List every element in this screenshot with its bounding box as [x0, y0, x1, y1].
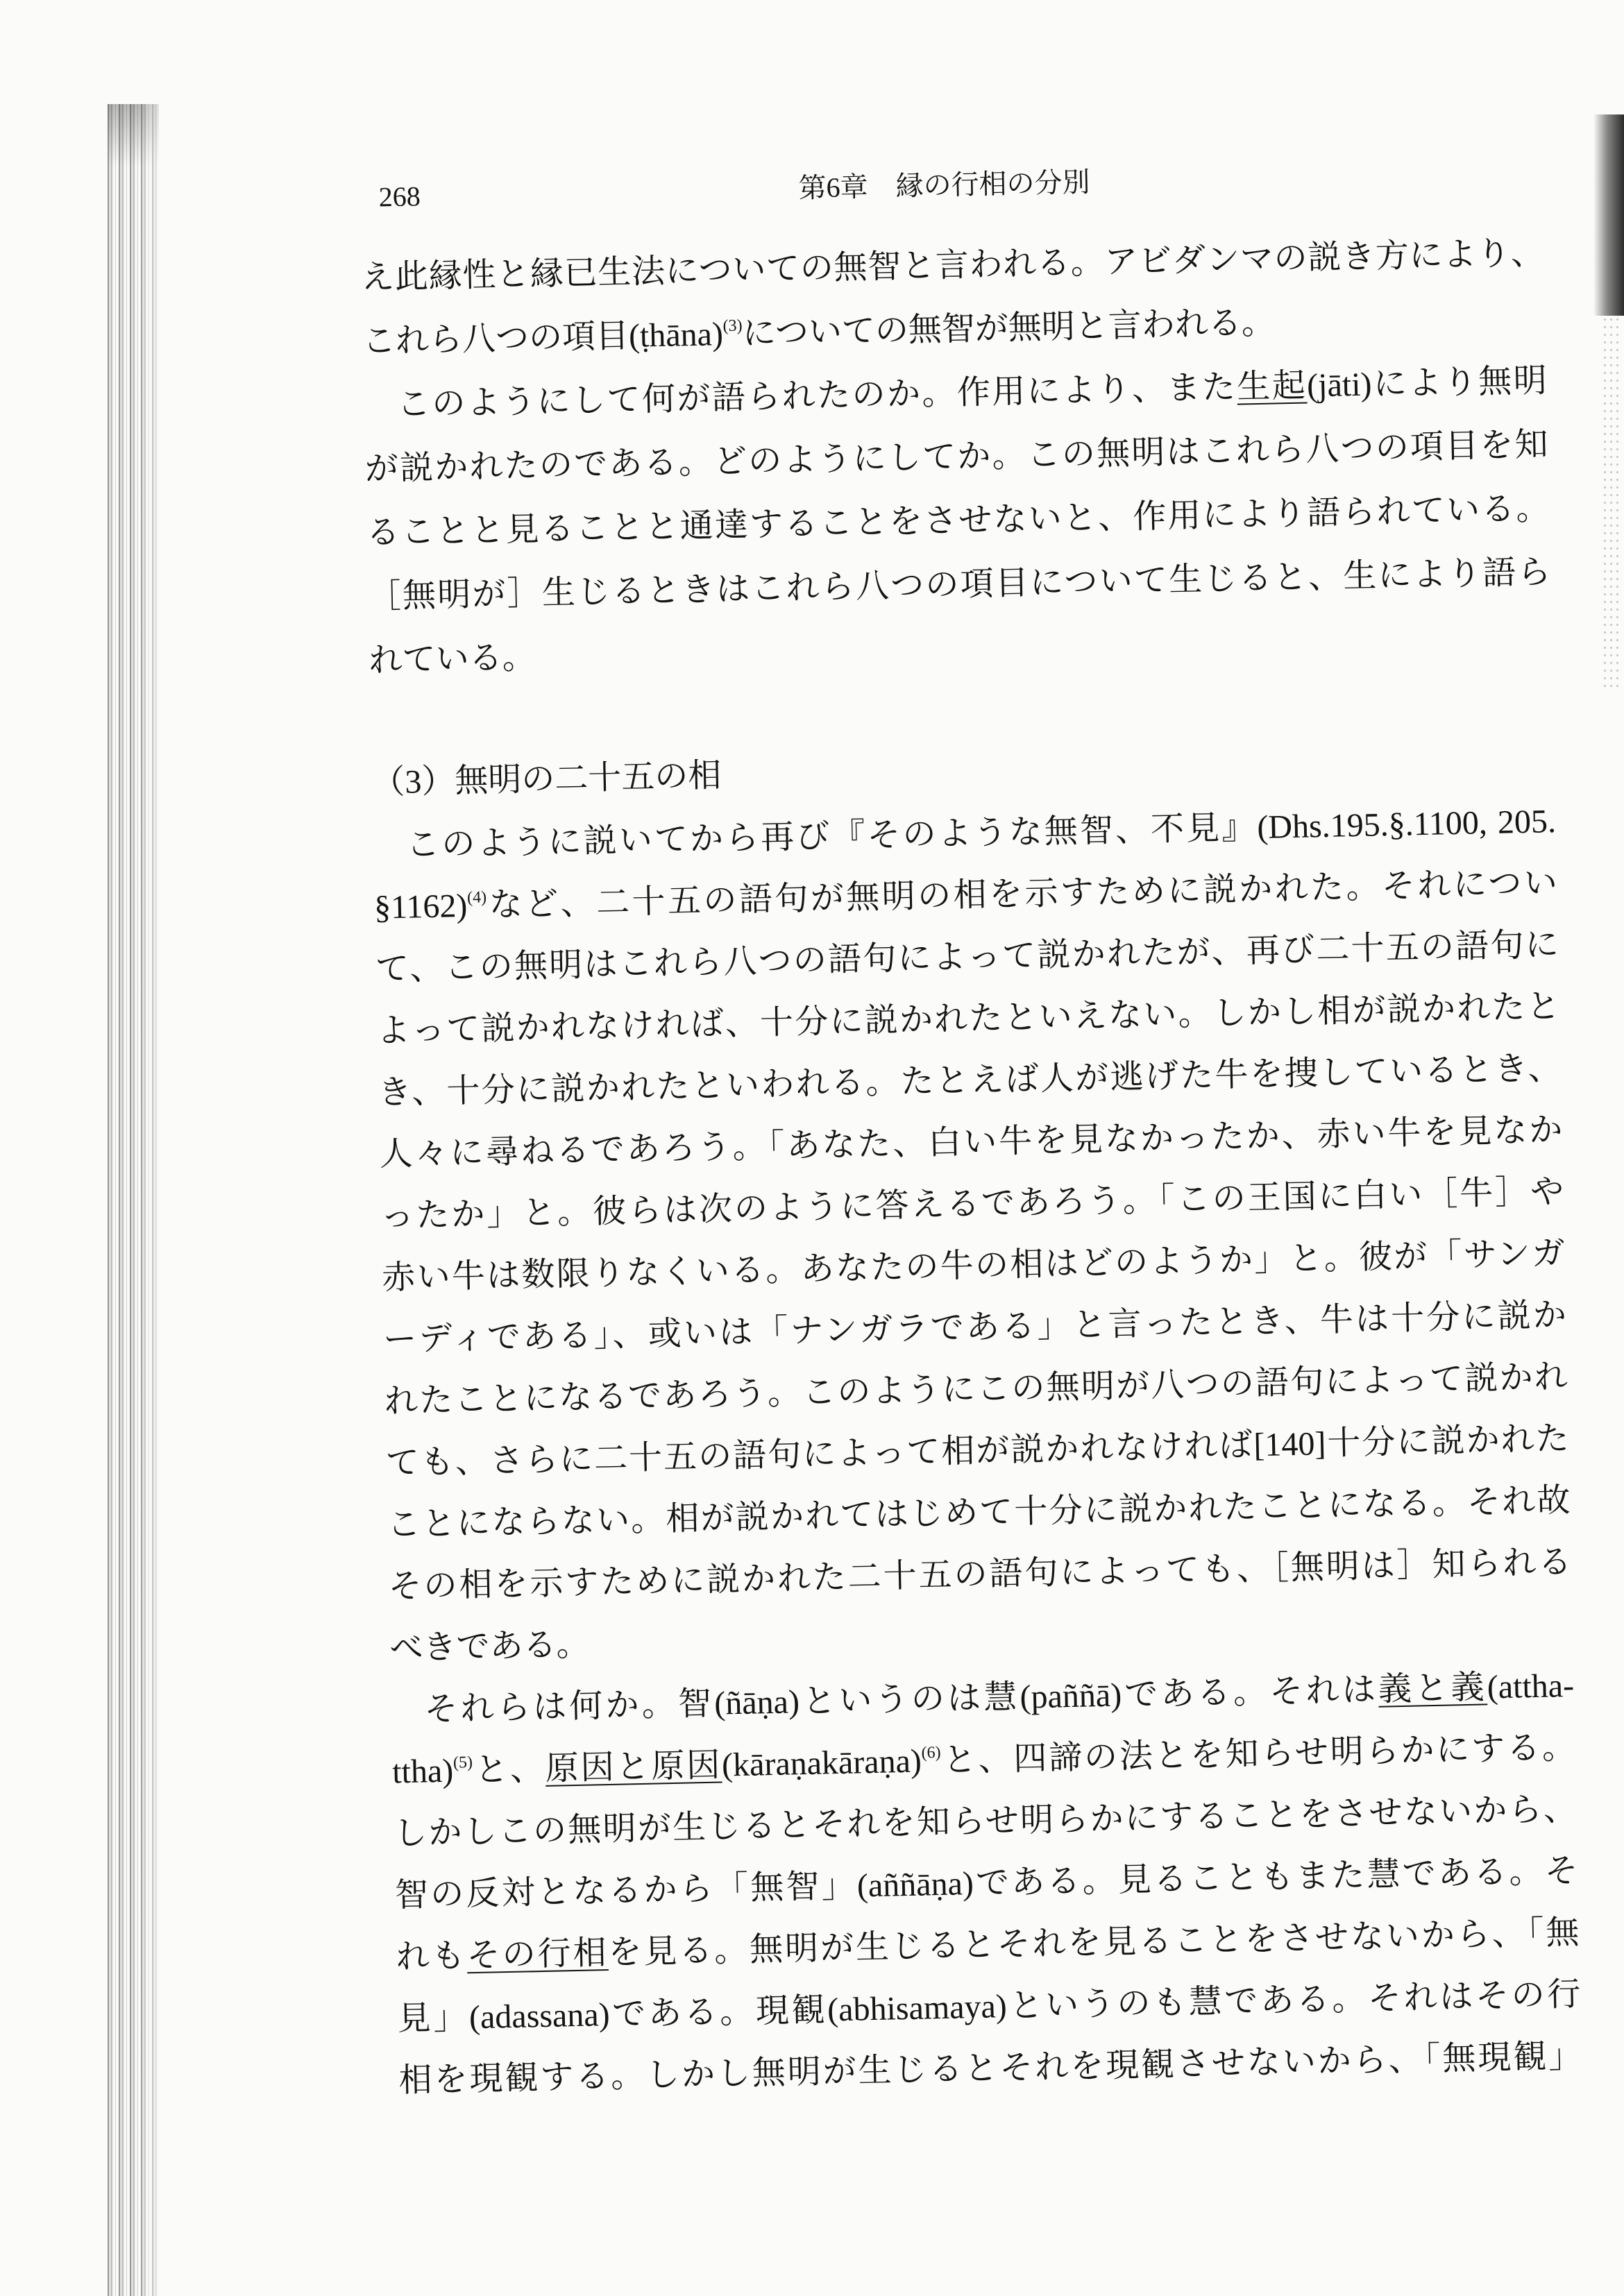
text-run: それらは何か。智(ñāṇa)というのは慧(paññā)である。それは	[423, 1671, 1379, 1728]
body-text	[360, 221, 1582, 2111]
text-run: ったか」と。彼らは次のように答えるであろう。「この王国に白い［牛］や	[380, 1173, 1564, 1235]
page-edge-speckle	[1602, 316, 1620, 690]
underlined-term: 義と義	[1378, 1669, 1488, 1708]
text-run: き、十分に説かれたといわれる。たとえば人が逃げた牛を捜しているとき、	[378, 1050, 1562, 1112]
text-block	[372, 790, 1582, 2111]
page-number: 268	[378, 180, 421, 213]
text-run: と、四諦の法とを知らせ明らかにする。	[940, 1728, 1576, 1779]
section-heading: （3）無明の二十五の相	[371, 757, 722, 801]
text-run: (kāraṇakāraṇa)	[721, 1742, 922, 1784]
book-page	[359, 148, 1582, 2111]
text-run: て、この無明はこれら八つの語句によって説かれたが、再び二十五の語句に	[375, 926, 1559, 988]
text-run: (jāti)により無明	[1306, 362, 1548, 405]
text-run: このようにして何が語られたのか。作用により、また	[396, 368, 1237, 423]
text-run: 見」(adassana)である。現観(abhisamaya)というのも慧である。それはその行	[397, 1975, 1581, 2038]
text-run: (attha-	[1487, 1667, 1575, 1706]
running-head	[359, 148, 1543, 222]
text-run: れている。	[369, 638, 536, 679]
text-run: を見る。無明が生じるとそれを見ることをさせないから、「無	[607, 1914, 1580, 1972]
text-run: など、二十五の語句が無明の相を示すために説かれた。それについ	[486, 865, 1558, 924]
paragraph	[360, 221, 1546, 374]
footnote-ref: (4)	[466, 888, 487, 907]
text-run: よって説かれなければ、十分に説かれたといえない。しかし相が説かれたと	[376, 988, 1561, 1050]
paragraph	[390, 1655, 1582, 2112]
underlined-term: その行相	[466, 1934, 609, 1975]
text-run: 智の反対となるから「無智」(aññāṇa)である。見ることもまた慧である。そ	[394, 1852, 1579, 1914]
text-run: これら八つの項目(ṭhāna)	[362, 316, 724, 360]
binding-shadow	[108, 104, 159, 2296]
text-run: ttha)	[391, 1752, 454, 1791]
paragraph	[363, 349, 1553, 693]
text-run: しかしこの無明が生じるとそれを知らせ明らかにすることをさせないから、	[393, 1790, 1578, 1853]
text-run: このように説いてから再び『そのような無智、不見』(Dhs.195.§.1100, 205.	[405, 803, 1557, 864]
text-run: べきである。	[389, 1626, 591, 1667]
underlined-term: 生起	[1236, 367, 1308, 406]
text-run: が説かれたのである。どのようにしてか。この無明はこれら八つの項目を知	[364, 426, 1549, 488]
text-run: ことにならない。相が説かれてはじめて十分に説かれたことになる。それ故	[387, 1481, 1571, 1544]
page-edge-shadow	[1593, 114, 1624, 316]
text-run: 人々に尋ねるであろう。「あなた、白い牛を見なかったか、赤い牛を見なか	[379, 1111, 1563, 1173]
text-run: ［無明が］生じるときはこれら八つの項目について生じると、生により語ら	[367, 554, 1551, 615]
text-run: ても、さらに二十五の語句によって相が説かれなければ[140]十分に説かれた	[385, 1420, 1570, 1482]
text-run: え此縁性と縁已生法についての無智と言われる。アビダンマの説き方により、	[360, 235, 1545, 296]
text-run: ーディである」、或いは「ナンガラである」と言ったとき、牛は十分に説か	[382, 1296, 1567, 1359]
text-block	[360, 221, 1553, 693]
underlined-term: 原因と原因	[545, 1746, 722, 1787]
chapter-title: 第6章 縁の行相の分別	[798, 166, 1090, 204]
footnote-ref: (3)	[722, 316, 743, 336]
text-run: ることと見ることと通達することをさせないと、作用により語られている。	[366, 490, 1550, 552]
text-run: と、	[472, 1750, 546, 1789]
paragraph	[372, 790, 1573, 1679]
text-run: についての無智が無明と言われる。	[742, 304, 1276, 352]
text-run: その相を示すために説かれた二十五の語句によっても、［無明は］知られる	[388, 1543, 1572, 1606]
footnote-ref: (5)	[452, 1753, 473, 1772]
text-run: れも	[396, 1937, 468, 1976]
footnote-ref: (6)	[921, 1743, 941, 1762]
text-run: §1162)	[373, 887, 468, 926]
text-run: れたことになるであろう。このようにこの無明が八つの語句によって説かれ	[384, 1358, 1568, 1420]
text-run: 相を現観する。しかし無明が生じるとそれを現観させないから、「無現観」	[398, 2037, 1582, 2100]
text-run: 赤い牛は数限りなくいる。あなたの牛の相はどのようか」と。彼が「サンガ	[381, 1234, 1566, 1297]
